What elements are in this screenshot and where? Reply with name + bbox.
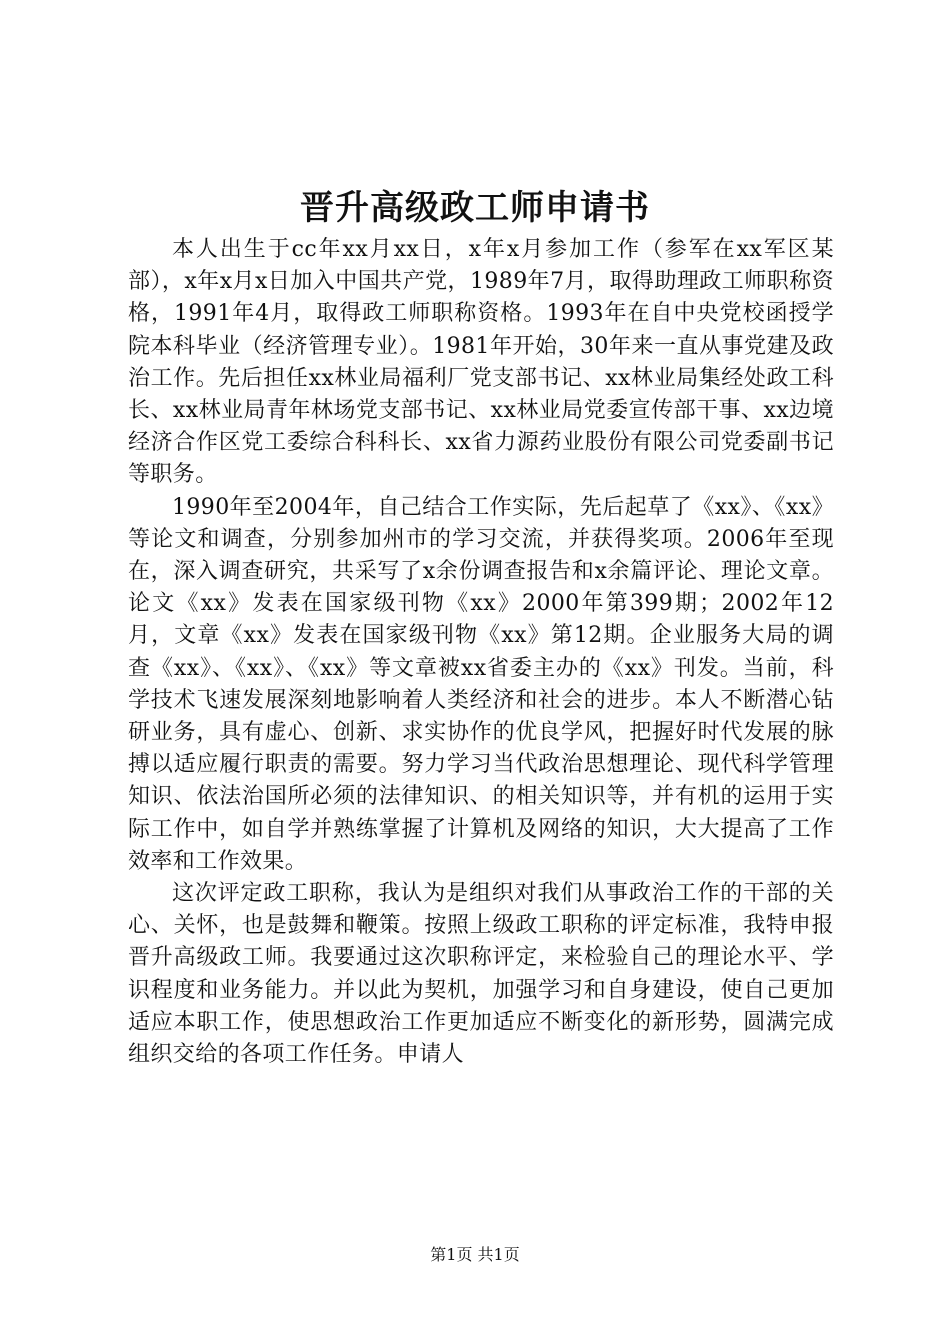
paragraph-application-statement: 这次评定政工职称，我认为是组织对我们从事政治工作的干部的关心、关怀，也是鼓舞和鞭策。按照上级政工职称的评定标准，我特申报晋升高级政工师。我要通过这次职称评定，来检验自己的理论水平、学识程度和业务能力。并以此为契机，加强学习和自身建设，使自己更加适应本职工作，使思想政治工作更加适应不断变化的新形势，圆满完成组织交给的各项工作任务。申请人 <box>128 881 834 1068</box>
paragraph-birth-and-career: 本人出生于cc年xx月xx日，x年x月参加工作（参军在xx军区某部），x年x月x日加入中国共产党，1989年7月，取得助理政工师职称资格，1991年4月，取得政工师职称资格。1993年在自中央党校函授学院本科毕业（经济管理专业）。1981年开始，30年来一直从事党建及政治工作。先后担任xx林业局福利厂党支部书记、xx林业局集经处政工科长、xx林业局青年林场党支部书记、xx林业局党委宣传部干事、xx边境经济合作区党工委综合科科长、xx省力源药业股份有限公司党委副书记等职务。 <box>128 237 834 488</box>
page-number-footer: 第1页 共1页 <box>430 1245 520 1264</box>
document-body <box>128 234 834 1071</box>
paragraph-research-and-publications: 1990年至2004年，自己结合工作实际，先后起草了《xx》、《xx》等论文和调查，分别参加州市的学习交流，并获得奖项。2006年至现在，深入调查研究，共采写了x余份调查报告和x余篇评论、理论文章。论文《xx》发表在国家级刊物《xx》2000年第399期；2002年12月，文章《xx》发表在国家级刊物《xx》第12期。企业服务大局的调查《xx》、《xx》、《xx》等文章被xx省委主办的《xx》刊发。当前，科学技术飞速发展深刻地影响着人类经济和社会的进步。本人不断潜心钻研业务，具有虚心、创新、求实协作的优良学风，把握好时代发展的脉搏以适应履行职责的需要。努力学习当代政治思想理论、现代科学管理知识、依法治国所必须的法律知识、的相关知识等，并有机的运用于实际工作中，如自学并熟练掌握了计算机及网络的知识，大大提高了工作效率和工作效果。 <box>128 494 834 874</box>
document-title: 晋升高级政工师申请书 <box>300 188 650 228</box>
